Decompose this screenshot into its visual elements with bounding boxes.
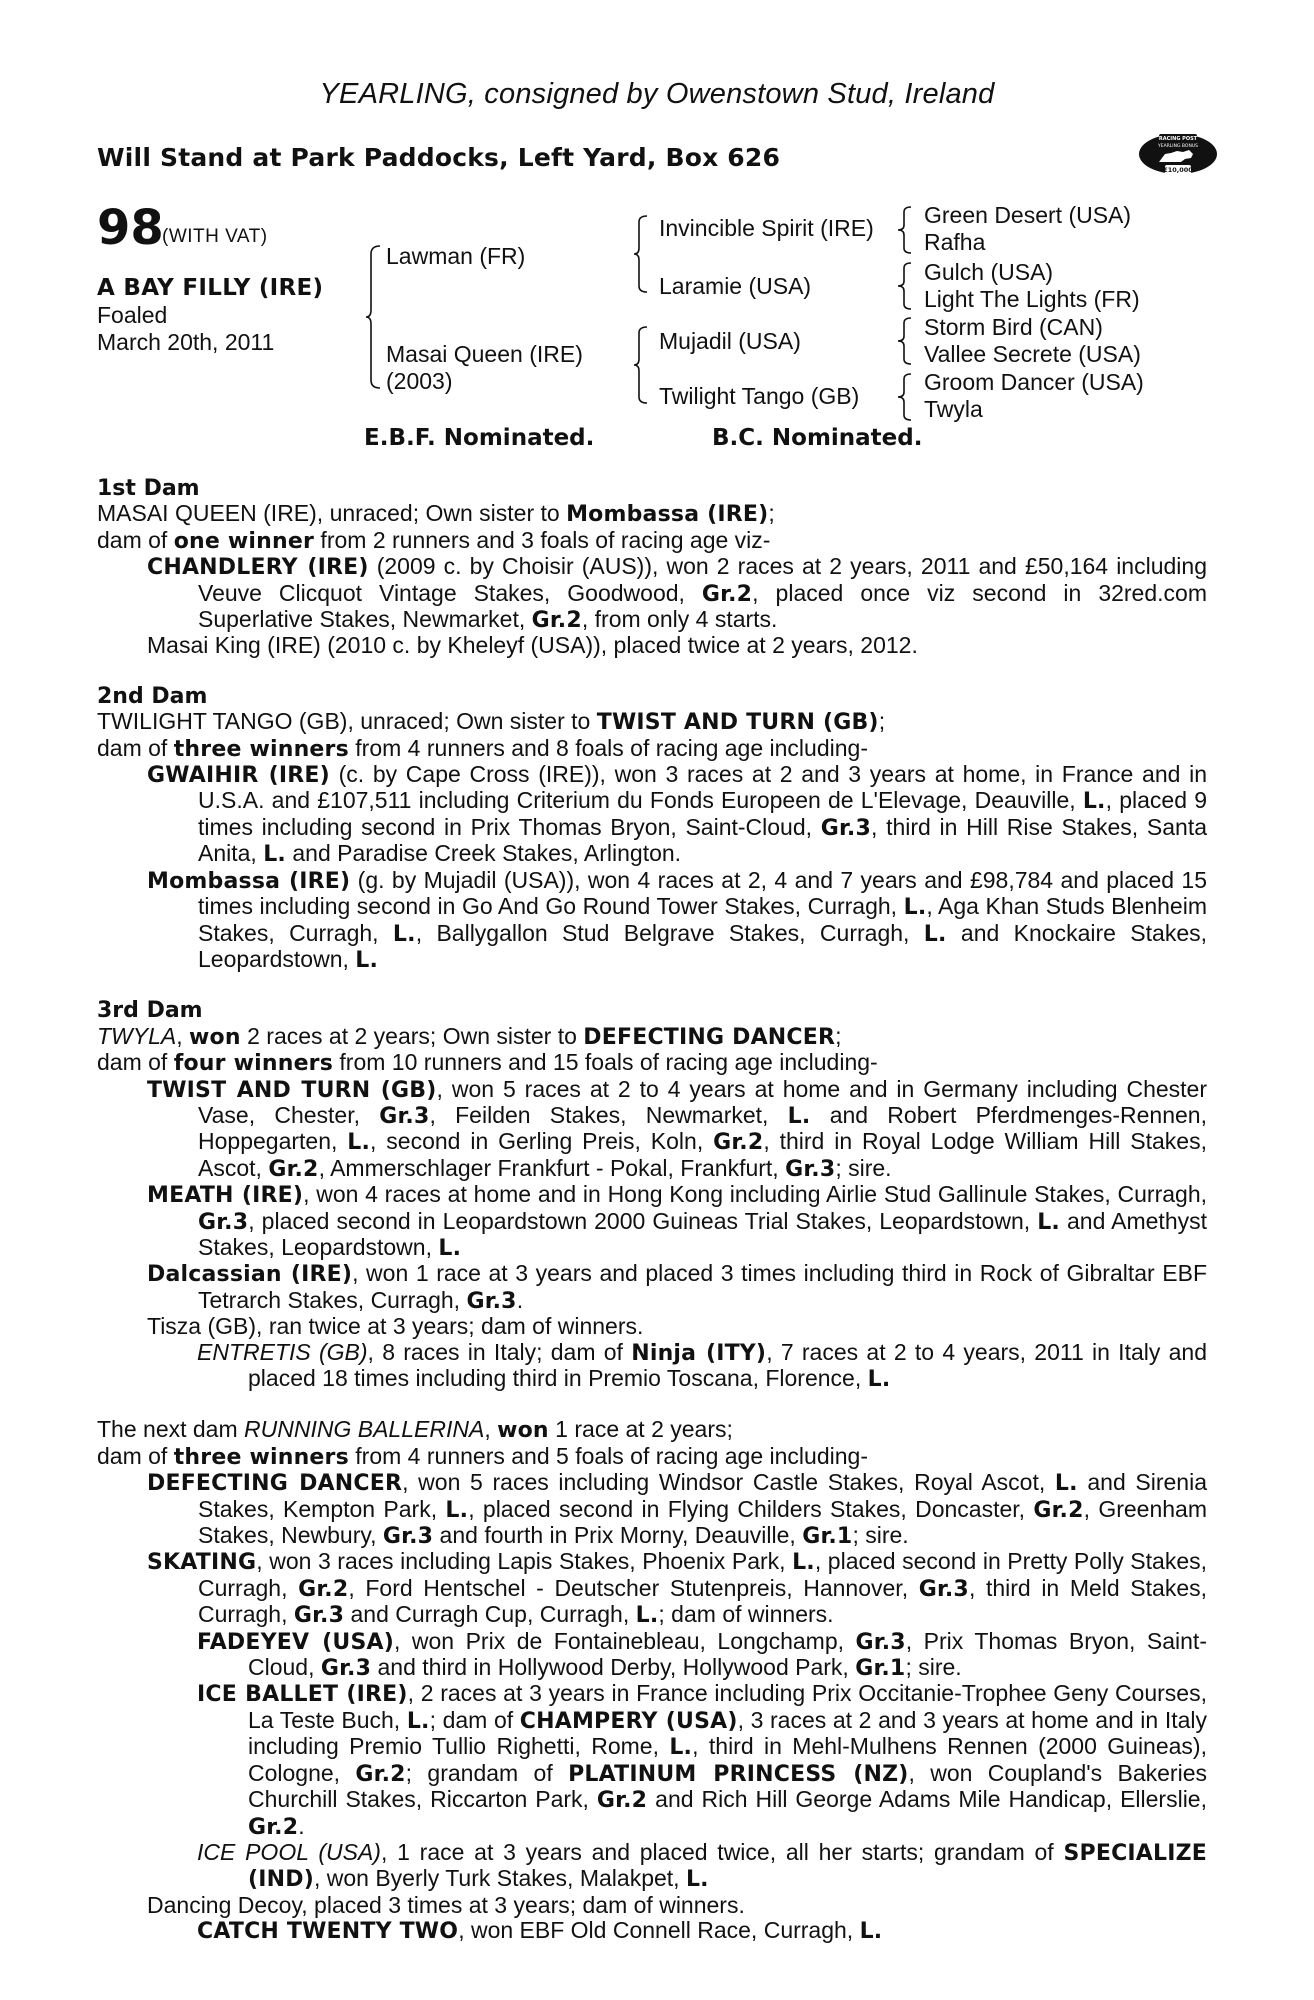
svg-text:YEARLING BONUS: YEARLING BONUS — [1158, 144, 1198, 149]
pedigree-ssd: Rafha — [924, 229, 986, 255]
pedigree-brace-ds — [897, 316, 913, 366]
pedigree-sdd: Light The Lights (FR) — [924, 286, 1140, 312]
pedigree-notes — [97, 476, 1207, 1970]
foaled-label: Foaled — [97, 302, 168, 328]
section-heading: 2nd Dam — [97, 683, 208, 709]
paragraph: dam of one winner from 2 runners and 3 foals of racing age viz- — [97, 526, 771, 554]
section-heading: 1st Dam — [97, 476, 200, 501]
progeny-entry: MEATH (IRE), won 4 races at home and in Hong Kong including Airlie Stud Gallinule Stakes, Curragh, Gr.3, placed second in Leopardstown 2000 Guineas Trial Stakes, Leopardstown, L. and Amethyst Stakes, Leopardstown, L. — [147, 1181, 1208, 1261]
progeny-entry: ICE BALLET (IRE), 2 races at 3 years in France including Prix Occitanie-Trophee Geny Courses, La Teste Buch, L.; dam of CHAMPERY (USA), 3 races at 2 and 3 years at home and in Italy including Premio Tullio Righetti, Rome, L., third in Mehl-Mulhens Rennen (2000 Guineas), Cologne, Gr.2; grandam of PLATINUM PRINCESS (NZ), won Coupland's Bakeries Churchill Stakes, Riccarton Park, Gr.2 and Rich Hill George Adams Mile Handicap, Ellerslie, Gr.2. — [197, 1680, 1208, 1840]
foaled-date: March 20th, 2011 — [97, 329, 275, 355]
progeny-entry: SKATING, won 3 races including Lapis Stakes, Phoenix Park, L., placed second in Pretty Polly Stakes, Curragh, Gr.2, Ford Hentschel - Deutscher Stutenpreis, Hannover, Gr.3, third in Meld Stakes, Curragh, Gr.3 and Curragh Cup, Curragh, L.; dam of winners. — [147, 1548, 1208, 1629]
pedigree-brace-dd — [897, 372, 913, 422]
lot-name: A BAY FILLY (IRE) — [97, 275, 324, 301]
progeny-entry: GWAIHIR (IRE) (c. by Cape Cross (IRE)), won 3 races at 2 and 3 years at home, in France and in U.S.A. and £107,511 including Criterium du Fonds Europeen de L'Elevage, Deauville, L., placed 9 times including second in Prix Thomas Bryon, Saint-Cloud, Gr.3, third in Hill Rise Stakes, Santa Anita, L. and Paradise Creek Stakes, Arlington. — [147, 761, 1208, 868]
section-heading: 3rd Dam — [97, 998, 203, 1024]
pedigree-sire: Lawman (FR) — [386, 243, 526, 269]
progeny-entry: CATCH TWENTY TWO, won EBF Old Connell Race, Curragh, L. — [197, 1917, 883, 1945]
progeny-entry: CHANDLERY (IRE) (2009 c. by Choisir (AUS)), won 2 races at 2 years, 2011 and £50,164 including Veuve Clicquot Vintage Stakes, Goodwood, Gr.2, placed once viz second in 32red.com Superlative Stakes, Newmarket, Gr.2, from only 4 starts. — [147, 553, 1207, 634]
page-title: YEARLING, consigned by Owenstown Stud, Ireland — [319, 78, 995, 110]
paragraph: dam of four winners from 10 runners and 15 foals of racing age including- — [97, 1049, 878, 1077]
foaled-info — [97, 302, 274, 356]
paragraph: dam of three winners from 4 runners and 5 foals of racing age including- — [97, 1442, 868, 1470]
pedigree-brace-sd — [897, 261, 913, 311]
progeny-entry: Mombassa (IRE) (g. by Mujadil (USA)), won 4 races at 2, 4 and 7 years and £98,784 and placed 15 times including second in Go And Go Round Tower Stakes, Curragh, L., Aga Khan Studs Blenheim Stakes, Curragh, L., Ballygallon Stud Belgrave Stakes, Curragh, L. and Knockaire Stakes, Leopardstown, L. — [147, 866, 1208, 973]
pedigree-ddd: Twyla — [924, 396, 983, 422]
pedigree-sss: Green Desert (USA) — [924, 202, 1132, 228]
progeny-entry: Dalcassian (IRE), won 1 race at 3 years and placed 3 times including third in Rock of Gibraltar EBF Tetrarch Stakes, Curragh, Gr.3. — [147, 1260, 1208, 1314]
progeny-entry: Tisza (GB), ran twice at 3 years; dam of winners. — [147, 1313, 644, 1340]
pedigree-dam-name: Masai Queen (IRE) — [386, 341, 583, 367]
progeny-entry: Dancing Decoy, placed 3 times at 3 years; dam of winners. — [147, 1891, 745, 1918]
pedigree-brace-gen1 — [365, 244, 383, 390]
paragraph: TWYLA, won 2 races at 2 years; Own sister to DEFECTING DANCER; — [97, 1022, 842, 1050]
progeny-entry: Masai King (IRE) (2010 c. by Kheleyf (USA)), placed twice at 2 years, 2012. — [147, 632, 918, 659]
pedigree-dam-year: (2003) — [386, 368, 453, 394]
lot-number: 98 — [97, 200, 164, 256]
pedigree-sds: Gulch (USA) — [924, 259, 1054, 285]
pedigree-dam-dam: Twilight Tango (GB) — [659, 383, 860, 409]
yearling-bonus-logo — [1137, 128, 1219, 180]
section-next-dam — [97, 1417, 1207, 1944]
progeny-entry: ICE POOL (USA), 1 race at 3 years and placed twice, all her starts; grandam of SPECIALIZE (IND), won Byerly Turk Stakes, Malakpet, L. — [197, 1838, 1208, 1893]
section-3rd-dam — [97, 998, 1207, 1392]
pedigree-dam-sire: Mujadil (USA) — [659, 328, 801, 354]
progeny-entry: DEFECTING DANCER, won 5 races including Windsor Castle Stakes, Royal Ascot, L. and Sirenia Stakes, Kempton Park, L., placed second in Flying Childers Stakes, Doncaster, Gr.2, Greenham Stakes, Newbury, Gr.3 and fourth in Prix Morny, Deauville, Gr.1; sire. — [147, 1469, 1207, 1550]
svg-text:RACING POST: RACING POST — [1158, 136, 1198, 142]
bc-nominated: B.C. Nominated. — [712, 425, 923, 451]
svg-text:£10,000: £10,000 — [1163, 166, 1193, 174]
pedigree-dsd: Vallee Secrete (USA) — [924, 341, 1141, 367]
section-1st-dam — [97, 476, 1207, 659]
pedigree-brace-sire — [633, 214, 649, 294]
ebf-nominated: E.B.F. Nominated. — [364, 425, 595, 451]
lot-vat: (WITH VAT) — [162, 226, 268, 247]
pedigree-sire-dam: Laramie (USA) — [659, 273, 812, 299]
pedigree-dss: Storm Bird (CAN) — [924, 314, 1103, 340]
pedigree-brace-dam — [633, 325, 649, 405]
pedigree-dds: Groom Dancer (USA) — [924, 369, 1144, 395]
stand-location: Will Stand at Park Paddocks, Left Yard, Box 626 — [97, 143, 781, 172]
progeny-entry: FADEYEV (USA), won Prix de Fontainebleau, Longchamp, Gr.3, Prix Thomas Bryon, Saint-Cloud, Gr.3 and third in Hollywood Derby, Hollywood Park, Gr.1; sire. — [197, 1627, 1207, 1682]
paragraph: MASAI QUEEN (IRE), unraced; Own sister to Mombassa (IRE); — [97, 500, 775, 528]
paragraph: The next dam RUNNING BALLERINA, won 1 race at 2 years; — [97, 1416, 733, 1444]
paragraph: dam of three winners from 4 runners and 8 foals of racing age including- — [97, 734, 868, 762]
paragraph: TWILIGHT TANGO (GB), unraced; Own sister to TWIST AND TURN (GB); — [97, 708, 886, 736]
progeny-entry: ENTRETIS (GB), 8 races in Italy; dam of Ninja (ITY), 7 races at 2 to 4 years, 2011 in Italy and placed 18 times including third in Premio Toscana, Florence, L. — [197, 1338, 1207, 1392]
pedigree-sire-sire: Invincible Spirit (IRE) — [659, 215, 874, 241]
progeny-entry: TWIST AND TURN (GB), won 5 races at 2 to 4 years at home and in Germany including Chester Vase, Chester, Gr.3, Feilden Stakes, Newmarket, L. and Robert Pferdmenges-Rennen, Hoppegarten, L., second in Gerling Preis, Koln, Gr.2, third in Royal Lodge William Hill Stakes, Ascot, Gr.2, Ammerschlager Frankfurt - Pokal, Frankfurt, Gr.3; sire. — [147, 1075, 1207, 1182]
pedigree-brace-ss — [897, 205, 913, 255]
pedigree-dam — [386, 341, 583, 395]
section-2nd-dam — [97, 684, 1207, 973]
